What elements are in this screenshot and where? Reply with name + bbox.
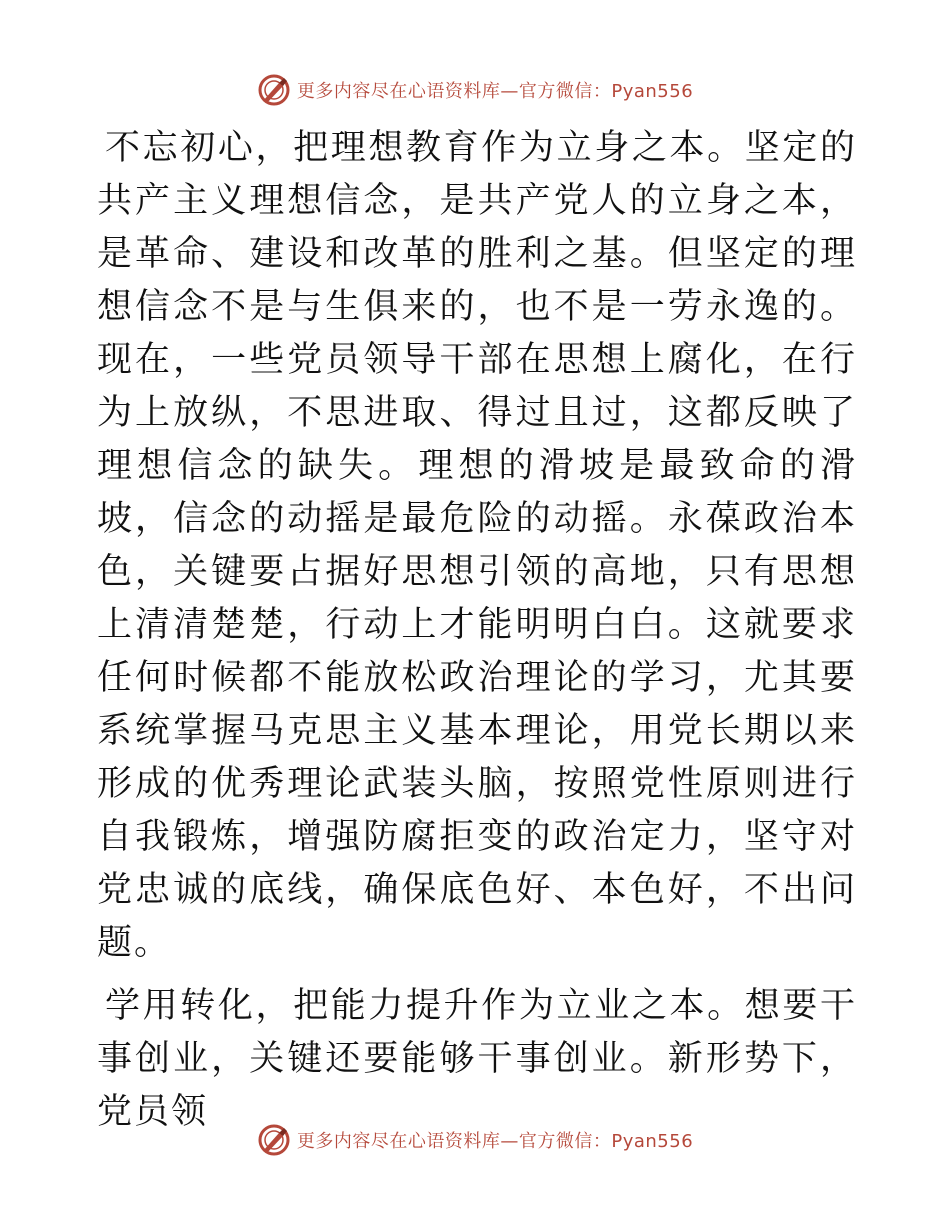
footer-banner xyxy=(0,1120,950,1160)
pen-logo-icon xyxy=(257,73,291,107)
paragraph-2: 学用转化，把能力提升作为立业之本。想要干事创业，关键还要能够干事创业。新形势下，党员领 xyxy=(97,986,857,1132)
paragraph-1: 不忘初心，把理想教育作为立身之本。坚定的共产主义理想信念，是共产党人的立身之本，是革命、建设和改革的胜利之基。但坚定的理想信念不是与生俱来的，也不是一劳永逸的。现在，一些党员领导干部在思想上腐化，在行为上放纵，不思进取、得过且过，这都反映了理想信念的缺失。理想的滑坡是最致命的滑坡，信念的动摇是最危险的动摇。永葆政治本色，关键要占据好思想引领的高地，只有思想上清清楚楚，行动上才能明明白白。这就要求任何时候都不能放松政治理论的学习，尤其要系统掌握马克思主义基本理论，用党长期以来形成的优秀理论武装头脑，按照党性原则进行自我锻炼，增强防腐拒变的政治定力，坚守对党忠诚的底线，确保底色好、本色好，不出问题。 xyxy=(97,128,857,963)
header-banner-text: 更多内容尽在心语资料库—官方微信：Pyan556 xyxy=(296,81,694,102)
pen-logo-icon xyxy=(257,1123,291,1157)
document-body xyxy=(97,122,857,1139)
footer-banner-text: 更多内容尽在心语资料库—官方微信：Pyan556 xyxy=(296,1131,694,1152)
header-banner xyxy=(0,70,950,110)
